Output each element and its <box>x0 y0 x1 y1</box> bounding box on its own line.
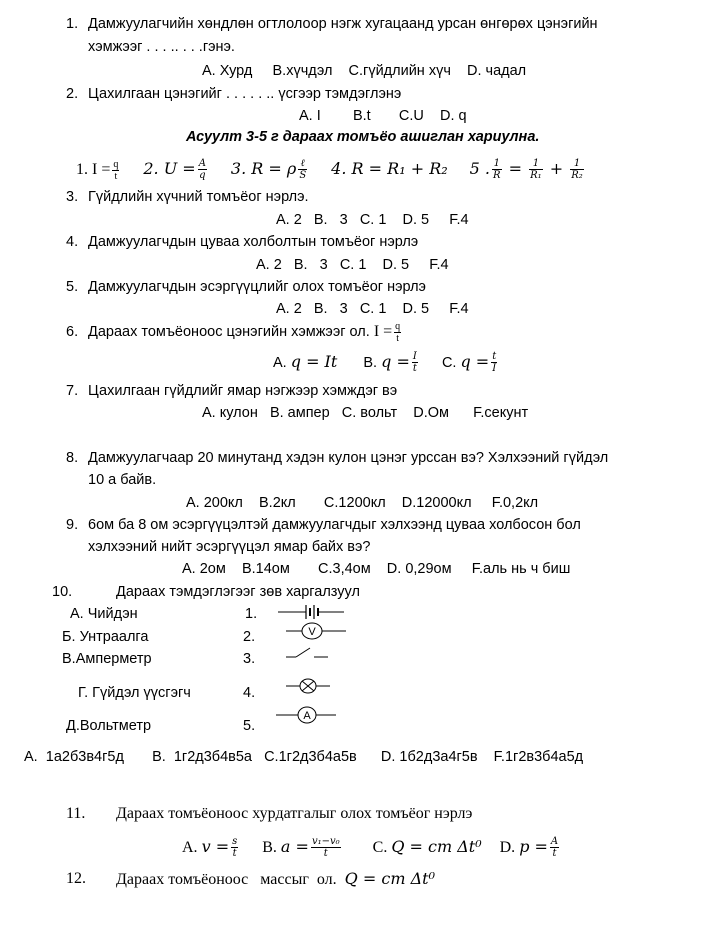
voltmeter-letter: V <box>308 626 316 638</box>
formula-2: 2. U = $\frac{A}{q}$ <box>143 158 206 181</box>
q10-item-source: Г. Гүйдэл үүсгэгч <box>78 685 191 701</box>
q6-number: 6. <box>66 324 79 340</box>
q8-text-line1: Дамжуулагчаар 20 минутанд хэдэн кулон цэнэг урссан вэ? Хэлхээний гүйдэл <box>88 450 609 466</box>
formula-5: 5 . $\frac{1}{R}$ = $\frac{1}{\text{R₁}}$ + $\frac{1}{\text{R₂}}$ <box>469 158 583 181</box>
q4-number: 4. <box>66 234 79 250</box>
battery-symbol-icon <box>278 602 344 622</box>
q10-answers: A. 1а2б3в4г5д B. 1г2д3б4в5а C.1г2д3б4а5в D. 1б2д3а4г5в F.1г2в3б4а5д <box>24 749 584 765</box>
q3-text: Гүйдлийн хүчний томъёог нэрлэ. <box>88 189 309 205</box>
q8-options: А. 200кл В.2кл С.1200кл D.12000кл F.0,2кл <box>186 495 539 511</box>
q10-number: 10. <box>52 584 73 600</box>
q10-num-3: 3. <box>243 651 256 667</box>
switch-symbol-icon <box>286 644 330 664</box>
q5-options: A. 2 B. 3 C. 1 D. 5 F.4 <box>276 301 469 317</box>
voltmeter-symbol-icon <box>286 620 346 642</box>
q10-item-lamp: А. Чийдэн <box>70 606 138 622</box>
q4-options: A. 2 B. 3 C. 1 D. 5 F.4 <box>256 257 449 273</box>
q10-num-5: 5. <box>243 718 256 734</box>
q10-item-voltmeter: Д.Вольтметр <box>66 718 152 734</box>
q12-formula: Q = cm Δt⁰ <box>344 869 435 888</box>
formula-4: 4. R = R₁ + R₂ <box>331 159 448 178</box>
q10-num-1: 1. <box>245 606 258 622</box>
q10-text: Дараах тэмдэглэгээг зөв харгалзуул <box>116 584 360 600</box>
formula-1: 1. I = $\frac{q}{t}$ <box>76 158 119 182</box>
q1-number: 1. <box>66 16 79 32</box>
q9-options: А. 2ом В.14ом С.3,4ом D. 0,29ом F.аль нь ч биш <box>182 561 571 577</box>
lamp-symbol-icon <box>286 675 338 697</box>
q10-num-4: 4. <box>243 685 256 701</box>
q8-text-line2: 10 а байв. <box>88 472 157 488</box>
q10-item-switch: Б. Унтраалга <box>62 629 149 645</box>
q6-text: Дараах томъёоноос цэнэгийн хэмжээг ол. I = $\frac{q}{t}$ <box>88 316 403 348</box>
q9-text-line2: хэлхээний нийт эсэргүүцэл ямар байх вэ? <box>88 539 371 555</box>
q3-options: A. 2 B. 3 C. 1 D. 5 F.4 <box>276 212 469 228</box>
section-instruction: Асуулт 3-5 г дараах томъёо ашиглан хариулна. <box>186 129 540 145</box>
formula-row <box>76 152 586 186</box>
q7-options: А. кулон В. ампер С. вольт D.Ом F.секунт <box>202 405 529 421</box>
q7-number: 7. <box>66 383 79 399</box>
q10-item-ammeter: В.Амперметр <box>62 651 152 667</box>
q5-text: Дамжуулагчдын эсэргүүцлийг олох томъёог нэрлэ <box>88 279 426 295</box>
q1-options: А. Хурд В.хүчдэл С.гүйдлийн хүч D. чадал <box>202 63 527 79</box>
q3-number: 3. <box>66 189 79 205</box>
q9-text-line1: 6ом ба 8 ом эсэргүүцэлтэй дамжуулагчдыг хэлхээнд цуваа холбосон бол <box>88 517 581 533</box>
ammeter-letter: A <box>303 710 311 722</box>
q7-text: Цахилгаан гүйдлийг ямар нэгжээр хэмждэг вэ <box>88 383 398 399</box>
q2-number: 2. <box>66 86 79 102</box>
q2-options: A. I B.t C.U D. q <box>299 108 467 124</box>
q11-text: Дараах томъёоноос хурдатгалыг олох томъёог нэрлэ <box>116 805 473 822</box>
q4-text: Дамжуулагчдын цуваа холболтын томъёог нэрлэ <box>88 234 419 250</box>
formula-3: 3. R = ρ $\frac{\text{ℓ}}{S}$ <box>230 158 307 181</box>
q12-number: 12. <box>66 870 86 887</box>
q11-options: A. v = $\frac{s}{t}$ B. a = $\frac{\text{v₁−v₀}}{t}$ C. Q = cm Δt⁰ D. p = $\frac{A}{t}$ <box>182 836 559 859</box>
q12-text: Дараах томъёоноос массыг ол. Q = cm Δt⁰ <box>116 869 435 888</box>
q11-number: 11. <box>66 805 86 822</box>
q6-formula: I = $\frac{q}{t}$ <box>373 320 401 344</box>
q5-number: 5. <box>66 279 79 295</box>
q9-number: 9. <box>66 517 79 533</box>
q1-text-line1: Дамжуулагчийн хөндлөн огтлолоор нэгж хугацаанд урсан өнгөрөх цэнэгийн <box>88 16 598 32</box>
q8-number: 8. <box>66 450 79 466</box>
q6-options: A. q = It B. q = $\frac{I}{t}$ C. q = $\frac{t}{I}$ <box>273 351 497 374</box>
ammeter-symbol-icon <box>276 704 336 726</box>
q10-num-2: 2. <box>243 629 256 645</box>
q2-text: Цахилгаан цэнэгийг . . . . . .. үсгээр тэмдэглэнэ <box>88 86 402 102</box>
q1-text-line2: хэмжээг . . . .. . . .гэнэ. <box>88 39 235 55</box>
